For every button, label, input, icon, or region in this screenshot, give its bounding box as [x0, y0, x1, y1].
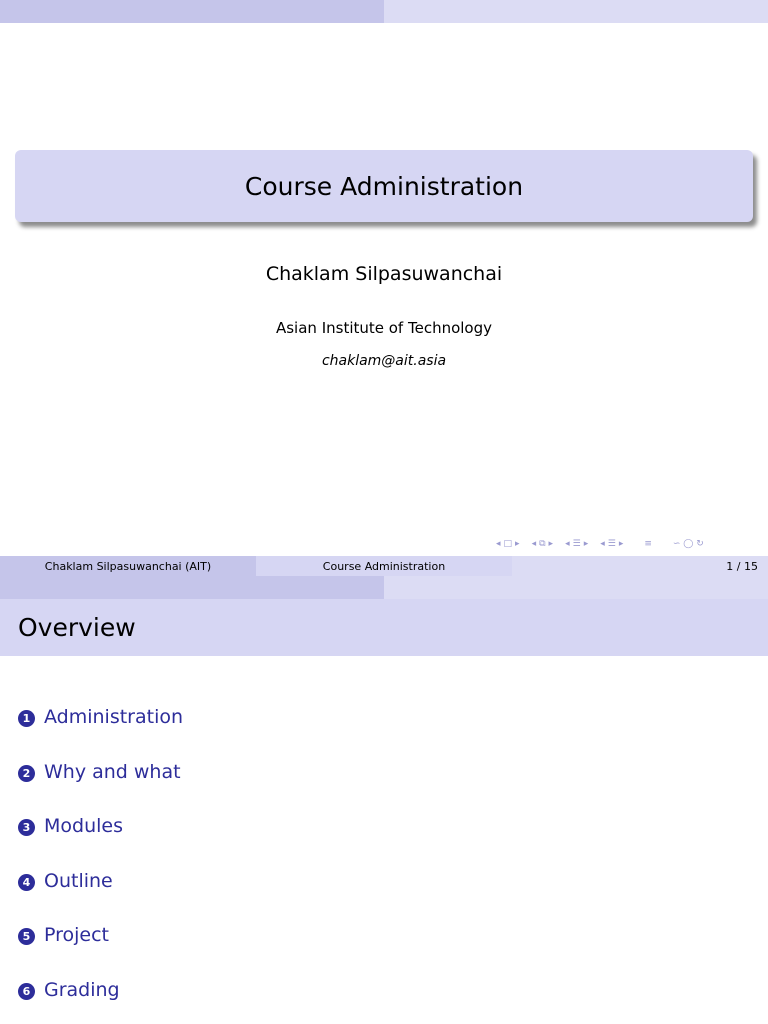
institute-name: Asian Institute of Technology: [275, 319, 493, 337]
toc-number-badge: 6: [18, 983, 35, 1000]
toc-number-badge: 5: [18, 928, 35, 945]
toc-item[interactable]: [18, 706, 183, 761]
toc-item[interactable]: [18, 761, 183, 816]
nav-prev-icon[interactable]: ◂: [600, 539, 605, 549]
author-email: chaklam@ait.asia: [321, 353, 447, 369]
presentation-title: Course Administration: [244, 171, 524, 201]
toc-item[interactable]: [18, 815, 183, 870]
toc-number-badge: 1: [18, 710, 35, 727]
nav-prev-icon[interactable]: ◂: [565, 539, 570, 549]
toc-number-badge: 3: [18, 819, 35, 836]
headline-right: [384, 576, 768, 599]
overview-slide: [0, 576, 768, 1024]
footer-title-box: [256, 556, 512, 576]
frame-icon[interactable]: □: [503, 539, 513, 549]
frame-title-bar: [0, 599, 768, 656]
toc-item[interactable]: [18, 924, 183, 979]
toc-item-label[interactable]: Grading: [44, 978, 120, 1001]
toc-item-label[interactable]: Outline: [44, 869, 113, 892]
headline-right: [384, 0, 768, 23]
footer-title: Course Administration: [322, 559, 446, 573]
nav-next-icon[interactable]: ▸: [515, 539, 520, 549]
footer-author: Chaklam Silpasuwanchai (AIT): [44, 559, 212, 573]
nav-prev-icon[interactable]: ◂: [496, 539, 501, 549]
nav-prev-icon[interactable]: ◂: [531, 539, 537, 549]
toc-item-label[interactable]: Administration: [44, 706, 184, 728]
toc-item[interactable]: [18, 979, 183, 1024]
section-icon[interactable]: ☰: [607, 539, 616, 549]
table-of-contents: [18, 706, 183, 1024]
author-name: Chaklam Silpasuwanchai: [265, 263, 503, 285]
nav-next-icon[interactable]: ▸: [583, 539, 589, 549]
footer-author-box: [0, 556, 256, 576]
nav-next-icon[interactable]: ▸: [548, 539, 554, 549]
toc-item[interactable]: [18, 870, 183, 925]
nav-next-icon[interactable]: ▸: [618, 539, 624, 549]
navigation-symbols: [496, 537, 762, 551]
footer-page-box: [512, 556, 768, 576]
headline-left: [0, 576, 384, 599]
subsection-icon[interactable]: ⧉: [539, 539, 546, 549]
search-icon[interactable]: ∽ ◯ ↻: [672, 539, 704, 549]
align-icon[interactable]: ≡: [644, 539, 652, 549]
toc-number-badge: 4: [18, 874, 35, 891]
headline-left: [0, 0, 384, 23]
toc-number-badge: 2: [18, 765, 35, 782]
title-box: [15, 150, 753, 222]
footer-page-number: 1 / 15: [726, 559, 758, 573]
frame-title: Overview: [18, 613, 136, 642]
toc-item-label[interactable]: Project: [44, 924, 110, 947]
footline: [0, 556, 768, 576]
section-icon[interactable]: ☰: [572, 539, 581, 549]
toc-item-label[interactable]: Why and what: [44, 760, 181, 783]
toc-item-label[interactable]: Modules: [44, 815, 123, 838]
